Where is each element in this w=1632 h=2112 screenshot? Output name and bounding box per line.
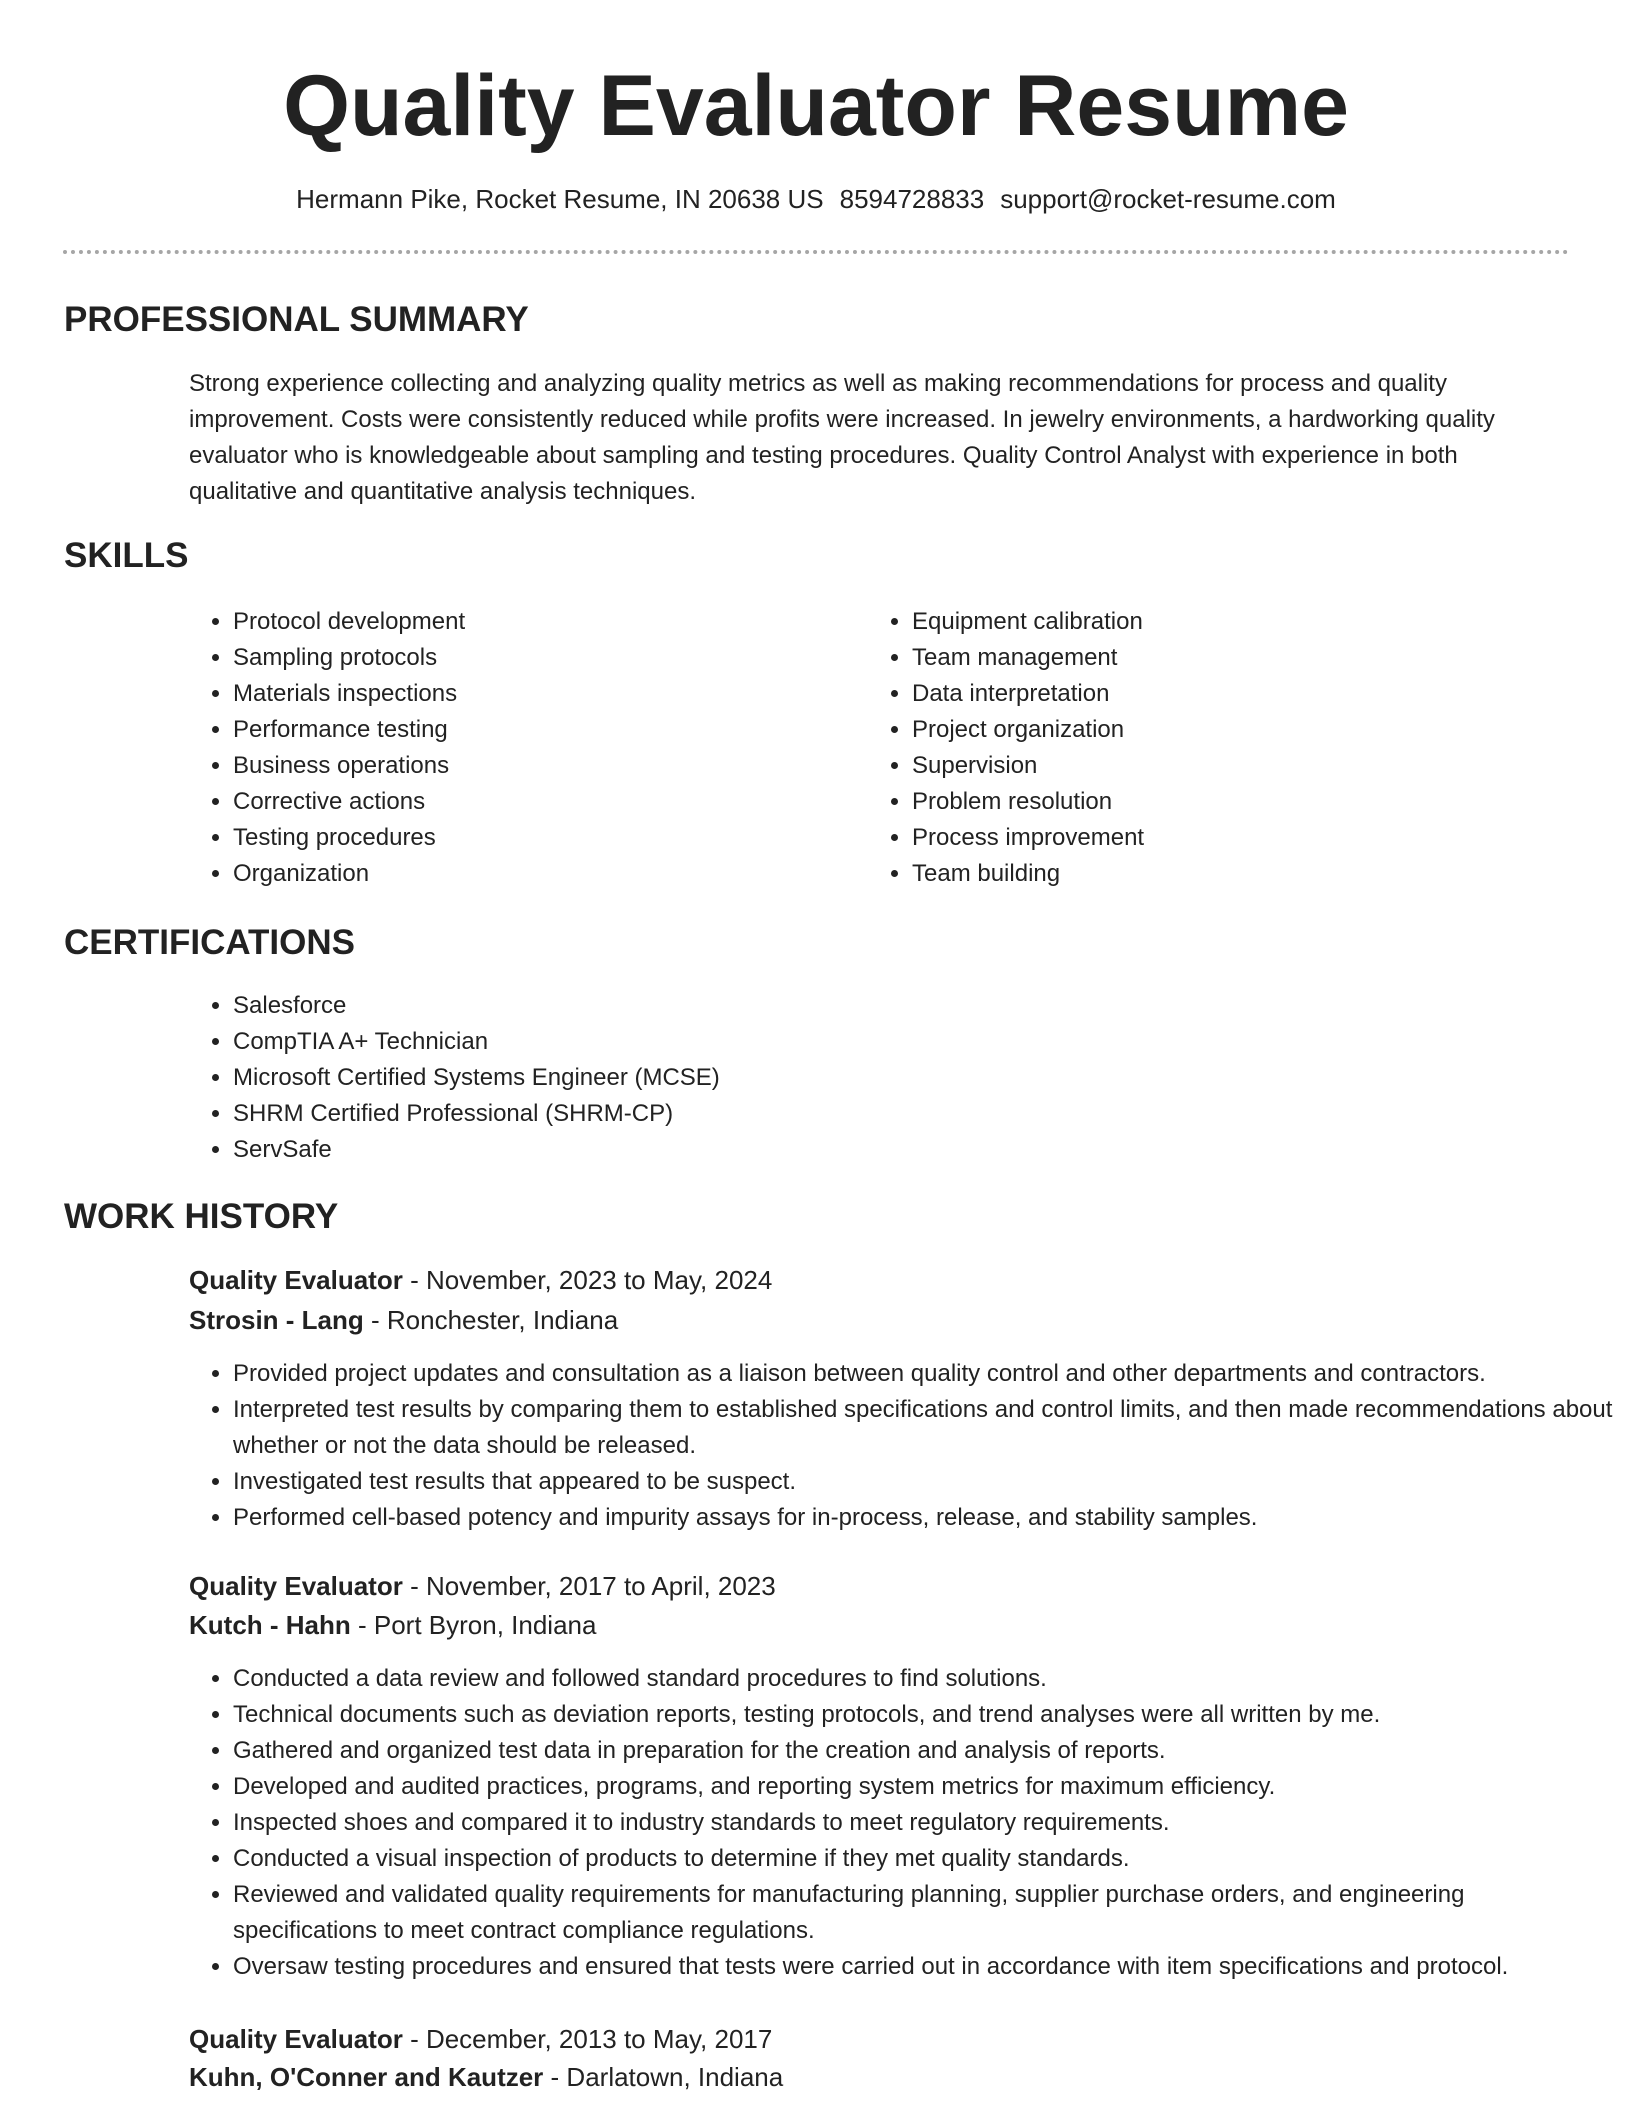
skill-item: • Supervision xyxy=(912,748,1532,784)
skills-heading: SKILLS xyxy=(64,536,189,575)
skills-list-left xyxy=(189,604,853,892)
skill-item: • Business operations xyxy=(233,748,853,784)
skill-item: • Equipment calibration xyxy=(912,604,1532,640)
job-dates: - November, 2023 to May, 2024 xyxy=(402,1265,773,1295)
job-location: - Darlatown, Indiana xyxy=(543,2062,784,2092)
job-bullet: • Investigated test results that appeared to be suspect. xyxy=(233,1464,1613,1500)
job-bullet: • Provided project updates and consultation as a liaison between quality control and other departments and contractors. xyxy=(233,1356,1613,1392)
job-company: Strosin - Lang xyxy=(189,1305,364,1335)
work-history-heading: WORK HISTORY xyxy=(64,1197,339,1236)
skill-item: • Organization xyxy=(233,856,853,892)
job-bullets xyxy=(189,1661,1613,1985)
page-title: Quality Evaluator Resume xyxy=(283,58,1349,154)
skill-item: • Team building xyxy=(912,856,1532,892)
job-title-line xyxy=(189,1568,776,1604)
job-bullet: • Performed cell-based potency and impurity assays for in-process, release, and stability samples. xyxy=(233,1500,1613,1536)
certification-item: • SHRM Certified Professional (SHRM-CP) xyxy=(233,1096,1433,1132)
job-bullet: • Developed and audited practices, programs, and reporting system metrics for maximum efficiency. xyxy=(233,1769,1613,1805)
job-bullet: • Reviewed and validated quality requirements for manufacturing planning, supplier purchase orders, and engineering specifications to meet contract compliance regulations. xyxy=(233,1877,1613,1949)
contact-email: support@rocket-resume.com xyxy=(1000,184,1336,214)
job-company-line xyxy=(189,1607,596,1643)
summary-text: Strong experience collecting and analyzing quality metrics as well as making recommendations for process and quality improvement. Costs were consistently reduced while profits were increased. In jewelry environments, a hardworking quality evaluator who is knowledgeable about sampling and testing procedures. Quality Control Analyst with experience in both qualitative and quantitative analysis techniques. xyxy=(189,370,1495,505)
job-bullet: • Gathered and organized test data in preparation for the creation and analysis of reports. xyxy=(233,1733,1613,1769)
job-dates: - November, 2017 to April, 2023 xyxy=(402,1571,776,1601)
job-location: - Port Byron, Indiana xyxy=(350,1610,597,1640)
contact-address: Hermann Pike, Rocket Resume, IN 20638 US xyxy=(296,184,824,214)
summary-heading: PROFESSIONAL SUMMARY xyxy=(64,300,529,339)
certifications-heading: CERTIFICATIONS xyxy=(64,923,356,962)
skill-item: • Problem resolution xyxy=(912,784,1532,820)
job-location: - Ronchester, Indiana xyxy=(363,1305,619,1335)
job-bullet: • Interpreted test results by comparing them to established specifications and control limits, and then made recommendations about whether or not the data should be released. xyxy=(233,1392,1613,1464)
job-bullet: • Conducted a visual inspection of products to determine if they met quality standards. xyxy=(233,1841,1613,1877)
job-company-line xyxy=(189,1302,618,1338)
job-company-line xyxy=(189,2059,783,2095)
certification-item: • ServSafe xyxy=(233,1132,1433,1168)
skills-list-right xyxy=(868,604,1532,892)
job-bullets xyxy=(189,1356,1613,1536)
job-title: Quality Evaluator xyxy=(189,1265,403,1295)
job-title-line xyxy=(189,2021,772,2057)
job-title-line xyxy=(189,1262,772,1298)
skill-item: • Performance testing xyxy=(233,712,853,748)
skill-item: • Protocol development xyxy=(233,604,853,640)
job-title: Quality Evaluator xyxy=(189,2024,403,2054)
skill-item: • Project organization xyxy=(912,712,1532,748)
certification-item: • Salesforce xyxy=(233,988,1433,1024)
skill-item: • Data interpretation xyxy=(912,676,1532,712)
skill-item: • Team management xyxy=(912,640,1532,676)
header-divider xyxy=(63,250,1569,254)
skill-item: • Corrective actions xyxy=(233,784,853,820)
job-bullet: • Technical documents such as deviation reports, testing protocols, and trend analyses were all written by me. xyxy=(233,1697,1613,1733)
certification-item: • CompTIA A+ Technician xyxy=(233,1024,1433,1060)
skill-item: • Materials inspections xyxy=(233,676,853,712)
contact-phone: 8594728833 xyxy=(839,184,985,214)
job-company: Kutch - Hahn xyxy=(189,1610,351,1640)
skill-item: • Process improvement xyxy=(912,820,1532,856)
skill-item: • Testing procedures xyxy=(233,820,853,856)
skill-item: • Sampling protocols xyxy=(233,640,853,676)
certifications-list xyxy=(189,988,1433,1168)
job-bullet: • Oversaw testing procedures and ensured that tests were carried out in accordance with item specifications and protocol. xyxy=(233,1949,1613,1985)
job-bullet: • Conducted a data review and followed standard procedures to find solutions. xyxy=(233,1661,1613,1697)
job-bullet: • Inspected shoes and compared it to industry standards to meet regulatory requirements. xyxy=(233,1805,1613,1841)
contact-info xyxy=(0,182,1632,216)
job-dates: - December, 2013 to May, 2017 xyxy=(402,2024,773,2054)
job-title: Quality Evaluator xyxy=(189,1571,403,1601)
job-company: Kuhn, O'Conner and Kautzer xyxy=(189,2062,544,2092)
certification-item: • Microsoft Certified Systems Engineer (MCSE) xyxy=(233,1060,1433,1096)
